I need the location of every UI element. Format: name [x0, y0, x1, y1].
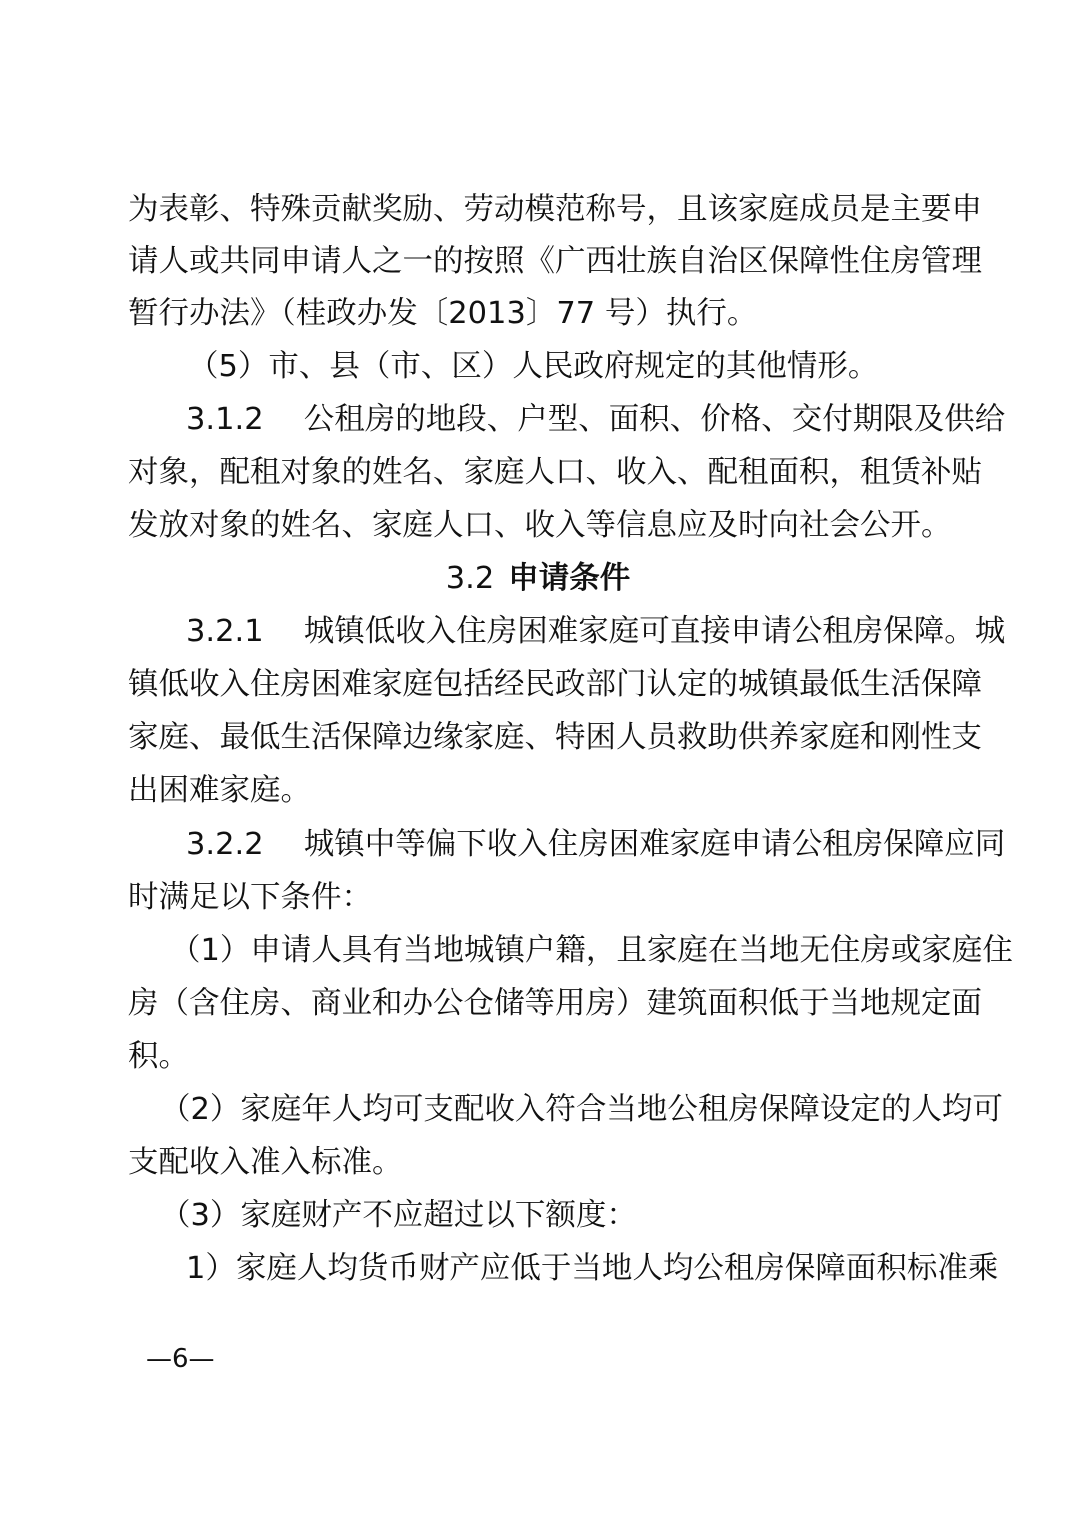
section-heading-title: 申请条件	[508, 561, 631, 596]
section-heading-number: 3.2	[445, 561, 495, 596]
paragraph-line: 时满足以下条件：	[128, 880, 372, 915]
paragraph-line: （1）申请人具有当地城镇户籍，且家庭在当地无住房或家庭住	[170, 933, 1013, 968]
paragraph-line: 暂行办法》（桂政办发〔2013〕77 号）执行。	[128, 296, 758, 331]
paragraph-line: 镇低收入住房困难家庭包括经民政部门认定的城镇最低生活保障	[128, 667, 982, 702]
paragraph-line: 3.2.2 城镇中等偏下收入住房困难家庭申请公租房保障应同	[186, 827, 1006, 862]
paragraph-line: 家庭、最低生活保障边缘家庭、特困人员救助供养家庭和刚性支	[128, 720, 982, 755]
paragraph-line: 发放对象的姓名、家庭人口、收入等信息应及时向社会公开。	[128, 508, 952, 543]
paragraph-line: 3.2.1 城镇低收入住房困难家庭可直接申请公租房保障。城	[186, 614, 1006, 649]
paragraph-line: 3.1.2 公租房的地段、户型、面积、价格、交付期限及供给	[186, 402, 1006, 437]
paragraph-line: 积。	[128, 1039, 189, 1074]
paragraph-line: （3）家庭财产不应超过以下额度：	[160, 1198, 637, 1233]
paragraph-line: （2）家庭年人均可支配收入符合当地公租房保障设定的人均可	[160, 1092, 1003, 1127]
paragraph-line: 支配收入准入标准。	[128, 1145, 403, 1180]
paragraph-line: 请人或共同申请人之一的按照《广西壮族自治区保障性住房管理	[128, 244, 982, 279]
paragraph-line: 1）家庭人均货币财产应低于当地人均公租房保障面积标准乘	[186, 1251, 999, 1286]
paragraph-line: （5）市、县（市、区）人民政府规定的其他情形。	[188, 349, 879, 384]
page-number: —6—	[146, 1344, 215, 1374]
section-heading	[128, 559, 948, 599]
paragraph-line: 对象，配租对象的姓名、家庭人口、收入、配租面积，租赁补贴	[128, 455, 982, 490]
paragraph-line: 房（含住房、商业和办公仓储等用房）建筑面积低于当地规定面	[128, 986, 982, 1021]
paragraph-line: 出困难家庭。	[128, 773, 311, 808]
paragraph-line: 为表彰、特殊贡献奖励、劳动模范称号，且该家庭成员是主要申	[128, 192, 982, 227]
